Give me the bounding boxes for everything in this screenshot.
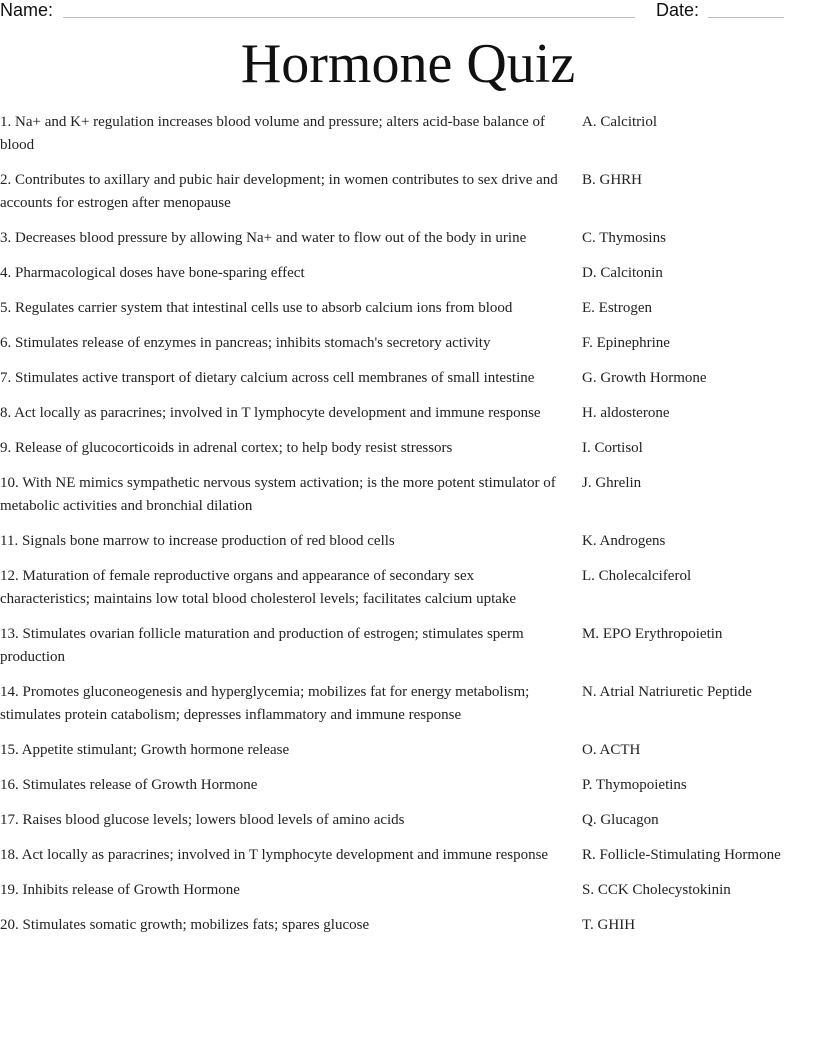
quiz-row [0,472,816,518]
question: 1. Na+ and K+ regulation increases blood volume and pressure; alters acid-base balance of blood [0,114,546,153]
answer-option: S. CCK Cholecystokinin [582,882,731,898]
question: 2. Contributes to axillary and pubic hair development; in women contributes to sex drive and accounts for estrogen after menopause [0,172,558,211]
date-label: Date: [656,0,700,20]
answer-option: L. Cholecalciferol [582,568,692,584]
quiz-row [0,914,816,937]
worksheet-header [0,0,816,24]
quiz-row [0,681,816,727]
quiz-row [0,530,816,553]
answer-option: A. Calcitriol [582,114,657,130]
answer-option: G. Growth Hormone [582,370,707,386]
answer-option: H. aldosterone [582,405,670,421]
quiz-row [0,844,816,867]
page-title: Hormone Quiz [240,33,576,95]
quiz-row [0,879,816,902]
answer-option: N. Atrial Natriuretic Peptide [582,684,752,700]
answer-option: B. GHRH [582,172,643,188]
quiz-row [0,332,816,355]
answer-option: J. Ghrelin [582,475,642,491]
quiz-row [0,809,816,832]
quiz-row [0,623,816,669]
question: 8. Act locally as paracrines; involved in T lymphocyte development and immune response [0,405,541,421]
answer-option: F. Epinephrine [582,335,670,351]
question: 9. Release of glucocorticoids in adrenal cortex; to help body resist stressors [0,440,453,456]
quiz-row [0,774,816,797]
quiz-row [0,402,816,425]
question: 7. Stimulates active transport of dietary calcium across cell membranes of small intestine [0,370,535,386]
question: 10. With NE mimics sympathetic nervous system activation; is the more potent stimulator of metabolic activities and bronchial dilation [0,475,556,514]
question: 4. Pharmacological doses have bone-sparing effect [0,265,305,281]
question: 6. Stimulates release of enzymes in pancreas; inhibits stomach's secretory activity [0,335,491,351]
question: 15. Appetite stimulant; Growth hormone release [0,742,290,758]
question: 20. Stimulates somatic growth; mobilizes fats; spares glucose [0,917,370,933]
name-line [63,17,635,18]
quiz-row [0,297,816,320]
question: 18. Act locally as paracrines; involved in T lymphocyte development and immune response [0,847,549,863]
answer-option: D. Calcitonin [582,265,663,281]
answer-option: Q. Glucagon [582,812,659,828]
answer-option: P. Thymopoietins [582,777,687,793]
name-label: Name: [0,0,54,20]
answer-option: E. Estrogen [582,300,652,316]
question: 19. Inhibits release of Growth Hormone [0,882,240,898]
question: 17. Raises blood glucose levels; lowers blood levels of amino acids [0,812,405,828]
question: 3. Decreases blood pressure by allowing Na+ and water to flow out of the body in urine [0,230,527,246]
question: 13. Stimulates ovarian follicle maturation and production of estrogen; stimulates sperm production [0,626,524,665]
question: 14. Promotes gluconeogenesis and hyperglycemia; mobilizes fat for energy metabolism; stimulates protein catabolism; depresses inflammatory and immune response [0,684,530,723]
quiz-row [0,227,816,250]
quiz-list [0,111,816,949]
quiz-row [0,437,816,460]
date-line [708,17,784,18]
answer-option: C. Thymosins [582,230,666,246]
answer-option: M. EPO Erythropoietin [582,626,723,642]
question: 16. Stimulates release of Growth Hormone [0,777,258,793]
answer-option: T. GHIH [582,917,636,933]
answer-option: R. Follicle-Stimulating Hormone [582,847,781,863]
quiz-row [0,565,816,611]
answer-option: I. Cortisol [582,440,643,456]
answer-option: O. ACTH [582,742,641,758]
quiz-row [0,111,816,157]
quiz-row [0,262,816,285]
quiz-row [0,367,816,390]
question: 5. Regulates carrier system that intestinal cells use to absorb calcium ions from blood [0,300,513,316]
question: 12. Maturation of female reproductive organs and appearance of secondary sex characteristics; maintains low total blood cholesterol levels; facilitates calcium uptake [0,568,517,607]
answer-option: K. Androgens [582,533,666,549]
quiz-row [0,169,816,215]
question: 11. Signals bone marrow to increase production of red blood cells [0,533,395,549]
quiz-row [0,739,816,762]
